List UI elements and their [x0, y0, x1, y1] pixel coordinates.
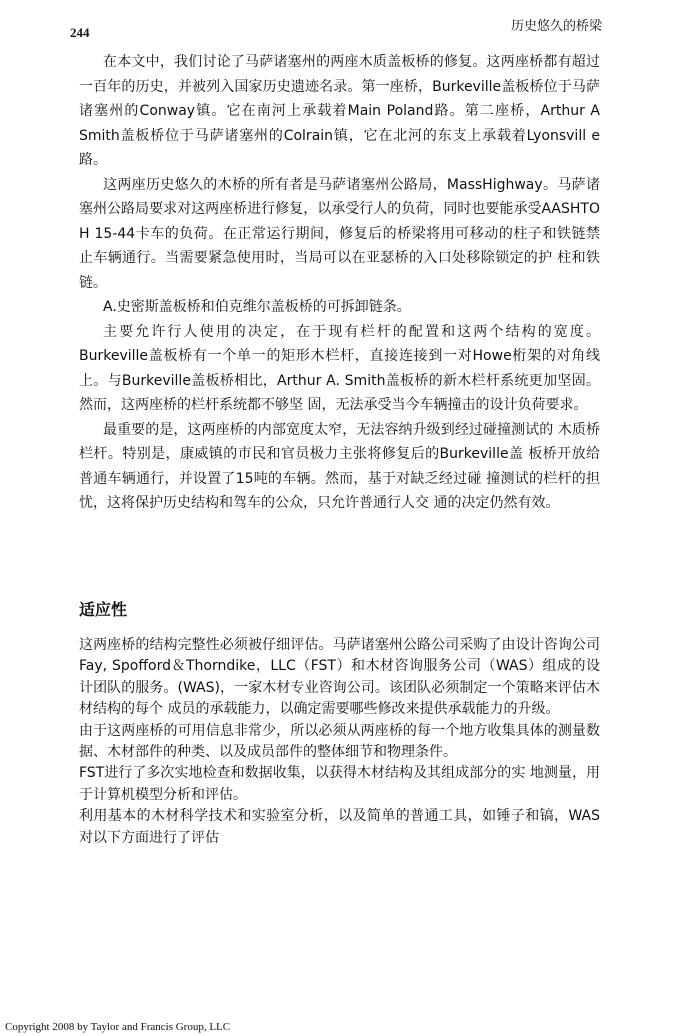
copyright-notice: Copyright 2008 by Taylor and Francis Group, LLC [5, 1021, 231, 1033]
page-number: 244 [70, 25, 90, 40]
paragraph-intro: 在本文中，我们讨论了马萨诸塞州的两座木质盖板桥的修复。这两座桥都有超过一百年的历史，并被列入国家历史遗迹名录。第一座桥，Burkeville盖板桥位于马萨诸塞州的Conway镇。它在南河上承载着Main Poland路。第二座桥，Arthur A Smith盖板桥位于马萨诸塞州的Colrain镇，它在北河的东支上承载着Lyonsvill e路。 [79, 54, 600, 168]
section-paragraph: 这两座桥的结构完整性必须被仔细评估。马萨诸塞州公路公司采购了由设计咨询公司Fay, Spofford＆Thorndike，LLC（FST）和木材咨询服务公司（WAS）组成的设计团队的服务。(WAS)，一家木材专业咨询公司。该团队必须制定一个策略来评估木材结构的每个 成员的承载能力，以确定需要哪些修改来提供承载能力的升级。 [79, 637, 600, 718]
section-paragraph: 利用基本的木材科学技术和实验室分析，以及简单的普通工具，如锤子和镐，WAS对以下方面进行了评估 [79, 808, 600, 846]
section-heading: 适应性 [79, 600, 128, 619]
figure-caption: A.史密斯盖板桥和伯克维尔盖板桥的可拆卸链条。 [103, 299, 411, 315]
running-title: 历史悠久的桥梁 [510, 19, 602, 34]
paragraph-railing: 主要允许行人使用的决定，在于现有栏杆的配置和这两个结构的宽度。Burkeville盖板桥有一个单一的矩形木栏杆，直接连接到一对Howe桁架的对角线上。与Burkeville盖板桥相比，Arthur A. Smith盖板桥的新木栏杆系统更加坚固。然而，这两座桥的栏杆系统都不够坚 固，无法承受当今车辆撞击的设计负荷要求。 [79, 323, 600, 413]
section-paragraph: FST进行了多次实地检查和数据收集，以获得木材结构及其组成部分的实 地测量，用于计算机模型分析和评估。 [79, 765, 600, 803]
section-paragraph: 由于这两座桥的可用信息非常少，所以必须从两座桥的每一个地方收集具体的测量数据、木材部件的种类、以及成员部件的整体细节和物理条件。 [79, 722, 600, 761]
section-text [79, 635, 600, 849]
paragraph-width: 最重要的是，这两座桥的内部宽度太窄，无法容纳升级到经过碰撞测试的 木质桥栏杆。特别是，康威镇的市民和官员极力主张将修复后的Burkeville盖 板桥开放给普通车辆通行，并设置了15吨的车辆。然而，基于对缺乏经过碰 撞测试的栏杆的担忧，这将保护历史结构和驾车的公众，只允许普通行人交 通的决定仍然有效。 [79, 421, 600, 511]
paragraph-owner: 这两座历史悠久的木桥的所有者是马萨诸塞州公路局，MassHighway。马萨诸塞州公路局要求对这两座桥进行修复，以承受行人的负荷，同时也要能承受AASHTO H 15-44卡车的负荷。在正常运行期间，修复后的桥梁将用可移动的柱子和铁链禁 止车辆通行。当需要紧急使用时，当局可以在亚瑟桥的入口处移除锁定的护 柱和铁链。 [79, 176, 600, 291]
body-text [79, 50, 600, 516]
